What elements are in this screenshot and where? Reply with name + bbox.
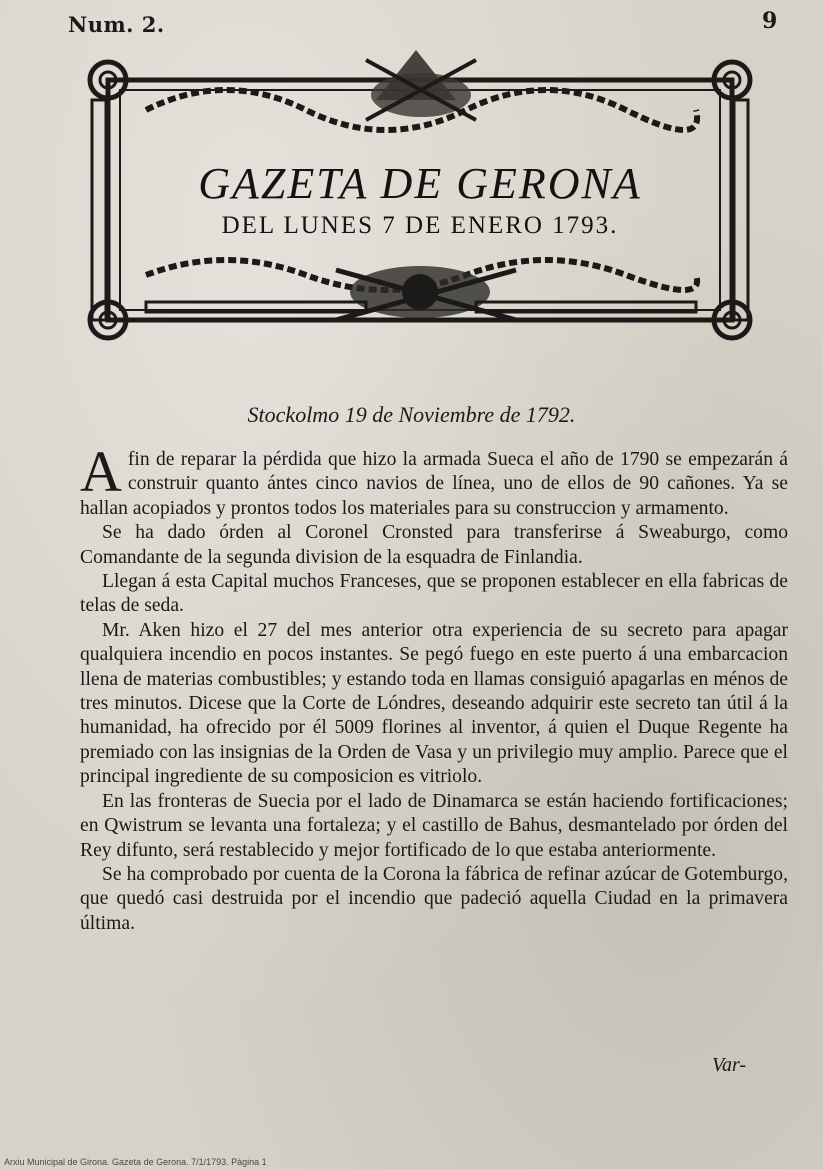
article-dateline: Stockolmo 19 de Noviembre de 1792. (247, 402, 576, 427)
paragraph-text: fin de reparar la pérdida que hizo la armada Sueca el año de 1790 se empezarán á construir quanto ántes cinco navios de línea, uno de ellos de 90 cañones. Ya se hallan acopiados y prontos todos los materiales para su construccion y armamento. (80, 449, 788, 519)
article-body (80, 439, 788, 936)
archive-caption: Arxiu Municipal de Girona. Gazeta de Gerona. 7/1/1793. Pàgina 1 (4, 1157, 267, 1167)
page-number: 9 (762, 8, 778, 34)
catchword: Var- (712, 1054, 747, 1076)
issue-number: Num. 2. (68, 12, 165, 37)
drop-cap: A (80, 439, 122, 504)
paragraph: Mr. Aken hizo el 27 del mes anterior otra experiencia de su secreto para apagar qualquiera incendio en pocos instantes. Se pegó fuego en este puerto á una embarcacion llena de materias combustibles; y estando toda en llamas consiguió apagarlas en ménos de tres minutos. Dicese que la Corte de Lóndres, deseando adquirir este secreto tan útil á la humanidad, ha ofrecido por él 5009 florines al inventor, á quien el Duque Regente ha premiado con las insignias de la Orden de Vasa y un privilegio muy amplio. Parece que el principal ingrediente de su composicion es vitriolo. (80, 619, 788, 788)
masthead-date: DEL LUNES 7 DE ENERO 1793. (221, 212, 619, 239)
paragraph: Se ha dado órden al Coronel Cronsted para transferirse á Sweaburgo, como Comandante de la segunda division de la esquadra de Finlandia. (80, 522, 788, 568)
paragraph: En las fronteras de Suecia por el lado de Dinamarca se están haciendo fortificaciones; en Qwistrum se levanta una fortaleza; y el castillo de Bahus, desmantelado por órden del Rey difunto, será restablecido y mejor fortificado de lo que estaba anteriormente. (80, 790, 788, 861)
paragraph (80, 439, 788, 521)
masthead-title: GAZETA DE GERONA (198, 159, 642, 208)
masthead (86, 40, 754, 348)
paragraph: Se ha comprobado por cuenta de la Corona la fábrica de refinar azúcar de Gotemburgo, que quedó casi destruida por el incendio que padeció aquella Ciudad en la primavera última. (80, 863, 788, 934)
paragraph: Llegan á esta Capital muchos Franceses, que se proponen establecer en ella fabricas de telas de seda. (80, 571, 788, 617)
